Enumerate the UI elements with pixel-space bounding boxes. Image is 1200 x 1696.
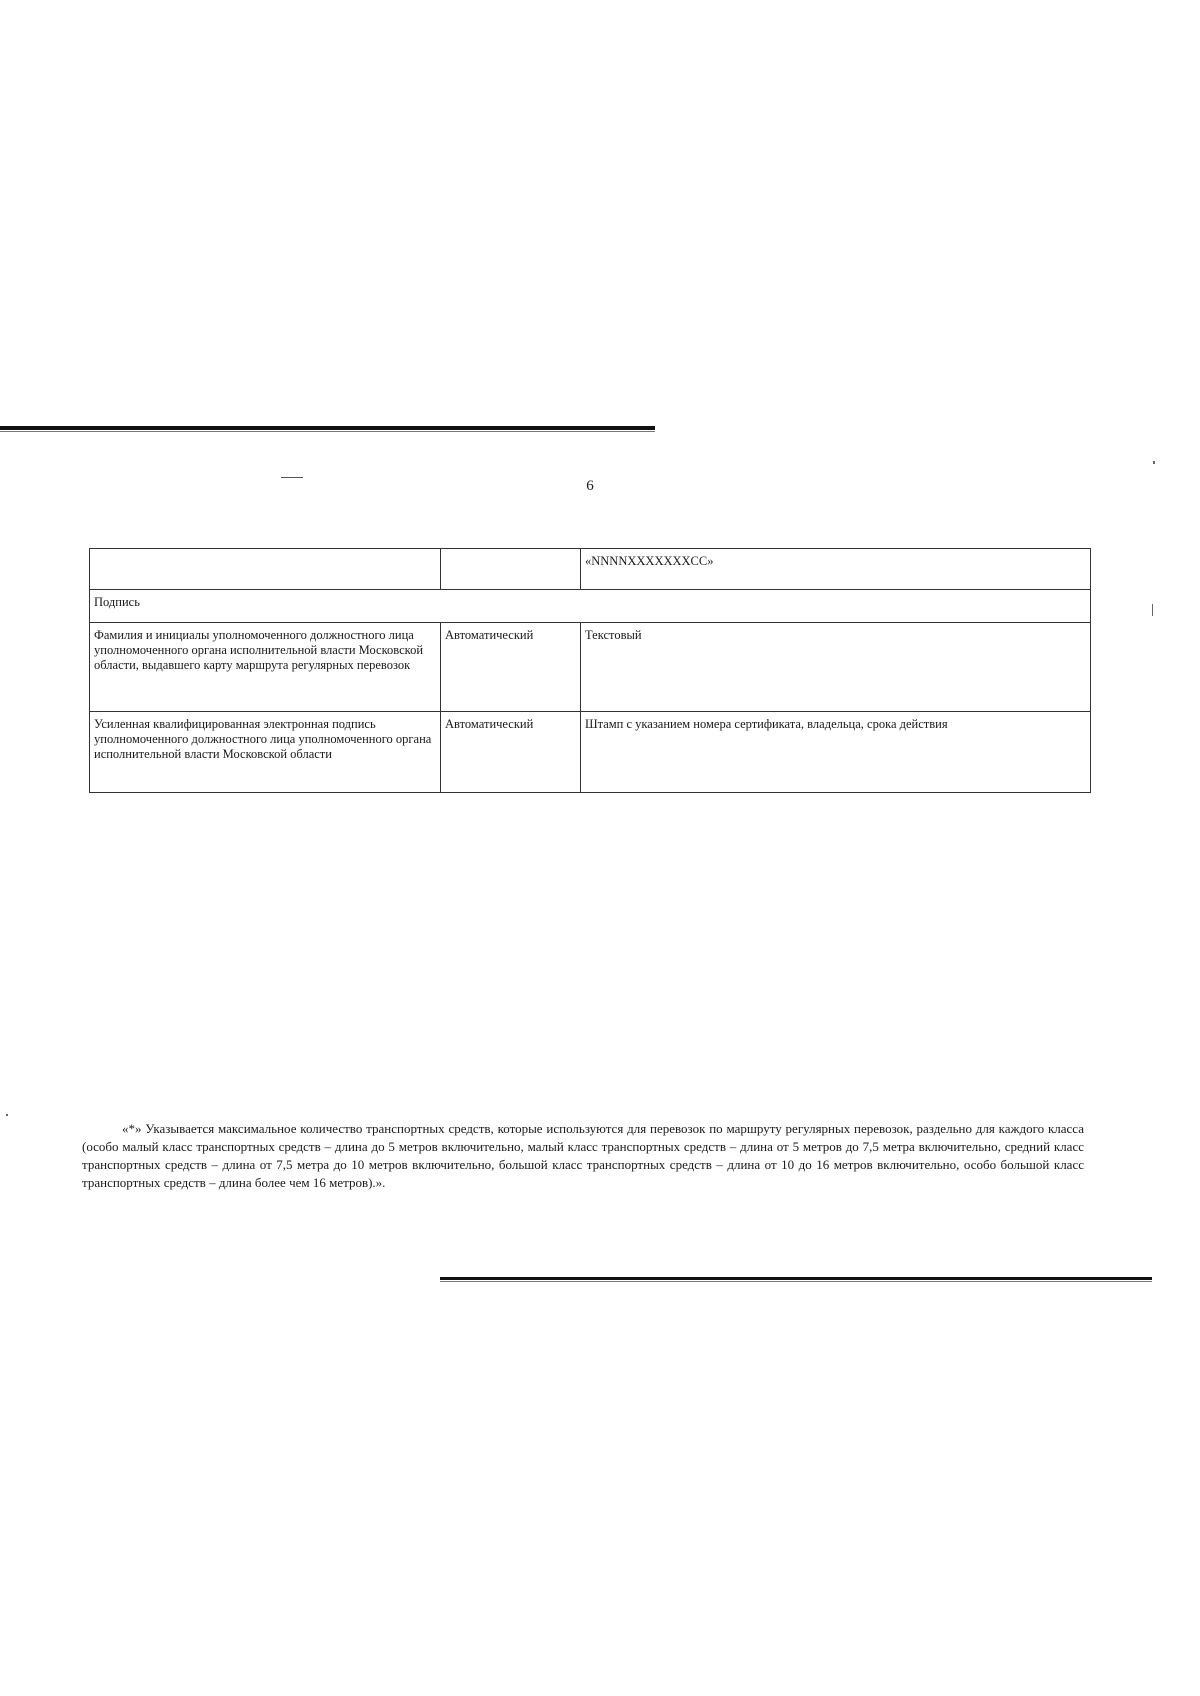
document-table: [89, 548, 1091, 793]
top-horizontal-rule-shadow: [0, 431, 655, 432]
top-horizontal-rule: [0, 426, 655, 430]
small-dash-mark: [281, 477, 303, 478]
bottom-horizontal-rule: [440, 1277, 1152, 1280]
table-cell-format: Штамп с указанием номера сертификата, владельца, срока действия: [581, 712, 1091, 793]
table-cell: [441, 549, 581, 590]
table-cell-fill-method: Автоматический: [441, 712, 581, 793]
table-cell-fill-method: Автоматический: [441, 623, 581, 712]
table-section-row: [90, 590, 1091, 623]
table-row: [90, 549, 1091, 590]
scan-speck: [1153, 461, 1155, 464]
table-cell-format: Текстовый: [581, 623, 1091, 712]
bottom-horizontal-rule-shadow: [440, 1281, 1152, 1282]
table-row: [90, 623, 1091, 712]
table-cell-field-name: Усиленная квалифицированная электронная подпись уполномоченного должностного лица уполномоченного органа исполнительной власти Московской области: [90, 712, 441, 793]
page-number: 6: [586, 478, 594, 494]
table-cell: [90, 549, 441, 590]
section-label-signature: Подпись: [90, 590, 1091, 623]
table-row: [90, 712, 1091, 793]
table-cell-field-name: Фамилия и инициалы уполномоченного должностного лица уполномоченного органа исполнительной власти Московской области, выдавшего карту маршрута регулярных перевозок: [90, 623, 441, 712]
table-cell-code-format: «NNNNXXXXXXXCC»: [581, 549, 1091, 590]
scan-speck: [6, 1114, 8, 1116]
footnote-paragraph: «*» Указывается максимальное количество транспортных средств, которые используются для перевозок по маршруту регулярных перевозок, раздельно для каждого класса (особо малый класс транспортных средств – длина до 5 метров включительно, малый класс транспортных средств – длина от 5 метров до 7,5 метра включительно, средний класс транспортных средств – длина от 7,5 метра до 10 метров включительно, большой класс транспортных средств – длина от 10 до 16 метров включительно, особо большой класс транспортных средств – длина более чем 16 метров).».: [82, 1121, 1084, 1190]
scan-speck: [1152, 604, 1153, 616]
